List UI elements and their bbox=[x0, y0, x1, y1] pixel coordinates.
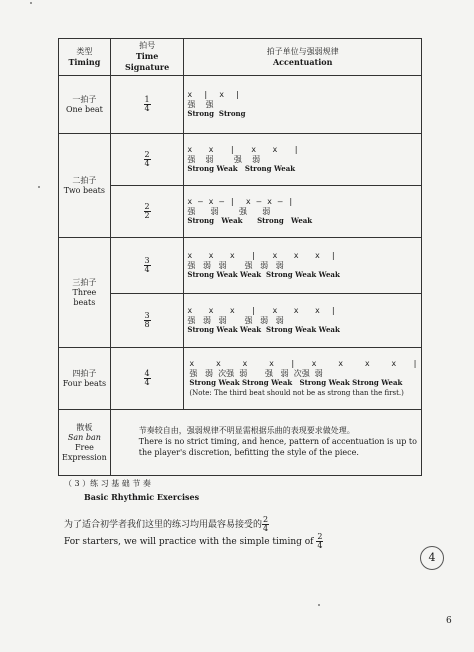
sig-den: 4 bbox=[144, 264, 150, 274]
timing-en: One beat bbox=[65, 104, 103, 114]
table-row bbox=[59, 348, 422, 410]
rhythm-table bbox=[58, 38, 422, 476]
sig-num: 4 bbox=[144, 368, 150, 378]
timing-cell bbox=[59, 134, 111, 238]
sig-den: 4 bbox=[317, 541, 323, 551]
beat-marks: x x x | x x x | bbox=[187, 306, 337, 316]
sig-den: 4 bbox=[144, 377, 150, 387]
table-row bbox=[59, 238, 422, 294]
header-timing bbox=[59, 39, 111, 76]
sig-num: 2 bbox=[263, 515, 269, 524]
section-heading bbox=[64, 478, 199, 502]
accent-cell bbox=[184, 186, 422, 238]
table-header-row bbox=[59, 39, 422, 76]
circled-number: 4 bbox=[420, 546, 444, 570]
para-cn: 为了适合初学者我们这里的练习均用最容易接受的 bbox=[64, 520, 263, 530]
signature-cell bbox=[110, 348, 184, 410]
accent-cell bbox=[184, 348, 422, 410]
accent-en: Strong Weak Weak Strong Weak Weak bbox=[187, 325, 340, 335]
sig-num: 2 bbox=[317, 532, 323, 542]
timing-cell bbox=[59, 76, 111, 134]
sig-den: 4 bbox=[263, 524, 269, 533]
scan-speck bbox=[30, 2, 32, 4]
signature-cell bbox=[110, 186, 184, 238]
header-acc-en: Accentuation bbox=[272, 56, 333, 67]
header-accentuation bbox=[184, 39, 422, 76]
accent-cell bbox=[184, 294, 422, 348]
accent-cn: 强 弱 次强 弱 强 弱 次强 弱 bbox=[189, 369, 323, 379]
header-timing-cn: 类型 bbox=[76, 46, 93, 56]
time-signature bbox=[316, 533, 323, 550]
timing-en-2: Expression bbox=[62, 452, 107, 462]
timing-en-italic: San ban bbox=[67, 432, 101, 442]
free-text-cn: 节奏较自由，强弱规律不明显需根据乐曲的表现要求做处理。 bbox=[138, 426, 355, 436]
table-row bbox=[59, 76, 422, 134]
accent-en: Strong Weak Weak Strong Weak Weak bbox=[187, 270, 340, 280]
timing-cell bbox=[59, 238, 111, 348]
sig-den: 4 bbox=[144, 103, 150, 113]
accent-cell bbox=[184, 134, 422, 186]
header-sig-cn: 拍号 bbox=[139, 41, 156, 50]
table-row bbox=[59, 186, 422, 238]
accent-cn: 强 强 bbox=[187, 100, 214, 110]
signature-cell bbox=[110, 134, 184, 186]
time-signature bbox=[144, 257, 151, 274]
timing-cn: 二拍子 bbox=[72, 175, 97, 185]
time-signature bbox=[262, 516, 269, 533]
page-number: 6 bbox=[446, 616, 452, 626]
accent-note: (Note: The third beat should not be as strong than the first.) bbox=[189, 389, 404, 397]
sig-den: 2 bbox=[144, 210, 150, 220]
time-signature bbox=[144, 370, 151, 387]
beat-marks: x | x | bbox=[187, 90, 241, 100]
time-signature bbox=[144, 96, 151, 113]
accent-cn: 强 弱 弱 强 弱 弱 bbox=[187, 316, 284, 326]
signature-cell bbox=[110, 76, 184, 134]
timing-en: Free bbox=[74, 442, 94, 452]
accent-cn: 强 弱 强 弱 bbox=[187, 155, 261, 165]
accent-en: Strong Strong bbox=[187, 109, 246, 119]
free-text-en: There is no strict timing, and hence, pattern of accentuation is up to the player's discretion, befitting the style of the piece. bbox=[138, 437, 417, 457]
accent-en: Strong Weak Strong Weak Strong Weak Strong Weak bbox=[189, 378, 403, 388]
sig-num: 3 bbox=[144, 255, 150, 265]
table-row bbox=[59, 294, 422, 348]
timing-cn: 散板 bbox=[76, 422, 93, 432]
free-description-cell bbox=[110, 410, 421, 476]
sig-num: 1 bbox=[144, 94, 150, 104]
sig-den: 8 bbox=[144, 319, 150, 329]
timing-cn: 三拍子 bbox=[72, 277, 97, 287]
signature-cell bbox=[110, 238, 184, 294]
section-label: （ 3 ）练 习 基 础 节 奏 bbox=[64, 479, 151, 488]
timing-cn: 四拍子 bbox=[72, 368, 97, 378]
accent-en: Strong Weak Strong Weak bbox=[187, 216, 313, 226]
accent-en: Strong Weak Strong Weak bbox=[187, 164, 296, 174]
accent-cell bbox=[184, 238, 422, 294]
sig-num: 2 bbox=[144, 201, 150, 211]
para-en: For starters, we will practice with the simple timing of bbox=[64, 537, 317, 548]
accent-cell bbox=[184, 76, 422, 134]
scan-speck bbox=[38, 186, 40, 188]
header-signature bbox=[110, 39, 184, 76]
timing-cell bbox=[59, 410, 111, 476]
timing-en: Two beats bbox=[63, 185, 105, 195]
beat-marks: x — x — | x — x — | bbox=[187, 197, 294, 207]
timing-en: Four beats bbox=[62, 378, 107, 388]
timing-cn: 一拍子 bbox=[72, 94, 97, 104]
sig-den: 4 bbox=[144, 158, 150, 168]
sig-num: 3 bbox=[144, 310, 150, 320]
accent-cn: 强 弱 弱 强 弱 弱 bbox=[187, 261, 284, 271]
beat-marks: x x | x x | bbox=[187, 145, 300, 155]
time-signature bbox=[144, 312, 151, 329]
timing-en: Three beats bbox=[72, 287, 97, 307]
scan-speck bbox=[318, 604, 320, 606]
beat-marks: x x x x | x x x x | bbox=[189, 359, 418, 369]
header-timing-en: Timing bbox=[68, 56, 101, 67]
header-acc-cn: 拍子单位与强弱规律 bbox=[266, 46, 339, 56]
sig-num: 2 bbox=[144, 149, 150, 159]
time-signature bbox=[144, 203, 151, 220]
signature-cell bbox=[110, 294, 184, 348]
header-sig-en: Time Signature bbox=[124, 51, 170, 72]
table-row bbox=[59, 134, 422, 186]
section-title: Basic Rhythmic Exercises bbox=[84, 492, 200, 502]
timing-cell bbox=[59, 348, 111, 410]
beat-marks: x x x | x x x | bbox=[187, 251, 337, 261]
table-row bbox=[59, 410, 422, 476]
time-signature bbox=[144, 151, 151, 168]
intro-paragraph bbox=[64, 516, 323, 551]
accent-cn: 强 弱 强 弱 bbox=[187, 207, 271, 217]
